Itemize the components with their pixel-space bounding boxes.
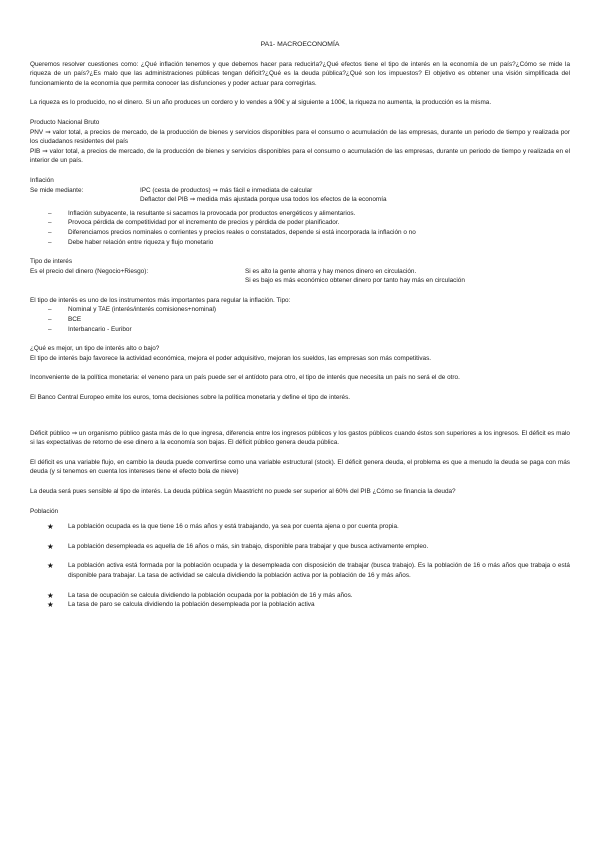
interes-definition: Es el precio del dinero (Negocio+Riesgo): xyxy=(30,267,149,275)
list-item: – Debe haber relación entre riqueza y flujo monetario xyxy=(30,238,570,248)
poblacion-heading: Población xyxy=(30,507,59,515)
inflacion-measure-row xyxy=(30,186,570,205)
list-item: ★ La tasa de ocupación se calcula dividiendo la población ocupada por la población de 16 y más años. xyxy=(47,590,353,600)
list-item: ★ La población ocupada es la que tiene 16 o más años y está trabajando, ya sea por cuenta ajena o por cuenta propia. xyxy=(47,522,399,532)
star-icon: ★ xyxy=(47,541,54,551)
poblacion-list xyxy=(30,522,570,610)
inconveniente-paragraph: Inconveniente de la política monetaria: el veneno para un país puede ser el antídoto para otro, el tipo de interés que necesita un país no será el de otro. xyxy=(30,374,460,382)
interes-intro: El tipo de interés es uno de los instrumentos más importantes para regular la inflación. Tipo: xyxy=(30,296,291,304)
star-icon: ★ xyxy=(47,522,54,532)
inflacion-measure-label: Se mide mediante: xyxy=(30,186,84,194)
list-item: ★ La población activa está formada por la población ocupada y la desempleada con disposición de trabajar (busca trabajo). Es la población de 16 o más años que trabaja o está disponible para trabajar. La tasa de actividad se calcula dividiendo la población activa por la población de 16 y más años. xyxy=(47,561,570,579)
deuda-paragraph: La deuda será pues sensible al tipo de interés. La deuda pública según Maastricht no puede ser superior al 60% del PIB ¿Cómo se financia la deuda? xyxy=(30,488,456,495)
riqueza-paragraph: La riqueza es lo producido, no el dinero. Si un año produces un cordero y lo vendes a 90€ y al siguiente a 100€, la riqueza no aumenta, la producción es la misma. xyxy=(30,99,492,107)
interes-list xyxy=(30,305,570,334)
alto-bajo-question: ¿Qué es mejor, un tipo de interés alto o bajo? xyxy=(30,345,160,353)
list-item: – Inflación subyacente, la resultante si sacamos la provocada por productos energéticos y alimentarios. xyxy=(30,209,570,219)
deficit-flujo-paragraph: El déficit es una variable flujo, en cambio la deuda puede convertirse como una variable estructural (stock). El déficit genera deuda, el problema es que a menudo la deuda se paga con más deuda (y si tenemos en cuenta los intereses tiene el efecto bola de nieve) xyxy=(30,458,570,476)
alto-bajo-answer: El tipo de interés bajo favorece la actividad económica, mejora el poder adquisitivo, mejoran los sueldos, las empresas son más competitivas. xyxy=(30,354,432,362)
bce-paragraph: El Banco Central Europeo emite los euros, toma decisiones sobre la política monetaria y define el tipo de interés. xyxy=(30,394,351,402)
deficit-paragraph: Déficit público ⇒ un organismo público gasta más de lo que ingresa, diferencia entre los ingresos públicos y los gastos públicos cuando éstos son superiores a los ingresos. El déficit es malo si las expectativas de retorno de ese dinero a la economía son bajas. El déficit público genera deuda pública. xyxy=(30,429,570,447)
interes-heading: Tipo de interés xyxy=(30,258,73,266)
star-icon: ★ xyxy=(47,590,54,600)
pnb-heading: Producto Nacional Bruto xyxy=(30,118,100,126)
interes-effects xyxy=(245,267,570,286)
interes-bajo-text: Si es bajo es más económico obtener dinero por tanto hay más en circulación xyxy=(245,277,465,285)
pnb-definition: PNV ⇒ valor total, a precios de mercado, de la producción de bienes y servicios disponibles para el consumo o acumulación de las empresas, durante un periodo de tiempo y realizada por los ciudadanos residentes del país xyxy=(30,128,570,146)
list-item: – Diferenciamos precios nominales o corrientes y precios reales o constatados, depende si está incorporada la inflación o no xyxy=(30,228,570,238)
inflacion-list xyxy=(30,209,570,247)
document-title: PA1- MACROECONOMÍA xyxy=(260,41,340,48)
document-page xyxy=(30,40,570,610)
inflacion-heading: Inflación xyxy=(30,176,54,184)
inflacion-measures xyxy=(140,186,570,205)
pib-definition: PIB ⇒ valor total, a precios de mercado, de la producción de bienes y servicios disponibles para el consumo o acumulación de las empresas, durante un periodo de tiempo y realizada en el interior de un país. xyxy=(30,147,570,165)
list-item: – Provoca pérdida de competitividad por el incremento de precios y pérdida de poder planificador. xyxy=(30,218,570,228)
list-item: ★ La tasa de paro se calcula dividiendo la población desempleada por la población activa xyxy=(47,600,315,610)
list-item: ★ La población desempleada es aquella de 16 años o más, sin trabajo, disponible para trabajar y que busca activamente empleo. xyxy=(47,541,429,551)
star-icon: ★ xyxy=(47,600,54,610)
list-item: – Nominal y TAE (interés/interés comisiones+nominal) xyxy=(30,305,570,315)
star-icon: ★ xyxy=(47,561,54,571)
interes-alto-text: Si es alto la gente ahorra y hay menos dinero en circulación. xyxy=(245,267,417,275)
ipc-text: IPC (cesta de productos) ⇒ más fácil e inmediata de calcular xyxy=(140,186,313,194)
list-item: – Interbancario - Euribor xyxy=(30,325,570,335)
deflactor-text: Deflactor del PIB ⇒ medida más ajustada porque usa todos los efectos de la economía xyxy=(140,196,387,204)
intro-paragraph: Queremos resolver cuestiones como: ¿Qué inflación tenemos y que debemos hacer para reducirla?¿Qué efectos tiene el tipo de interés en la economía de un país?¿Cómo se mide la riqueza de un país?¿Es malo que las administraciones públicas tengan déficit?¿Qué es la deuda pública?¿Qué son los impuestos? El objetivo es obtener una visión simplificada del funcionamiento de la economía que permita conocer las disfunciones y poder actuar para corregirlas. xyxy=(30,60,570,87)
interes-row xyxy=(30,267,570,286)
list-item: – BCE xyxy=(30,315,570,325)
